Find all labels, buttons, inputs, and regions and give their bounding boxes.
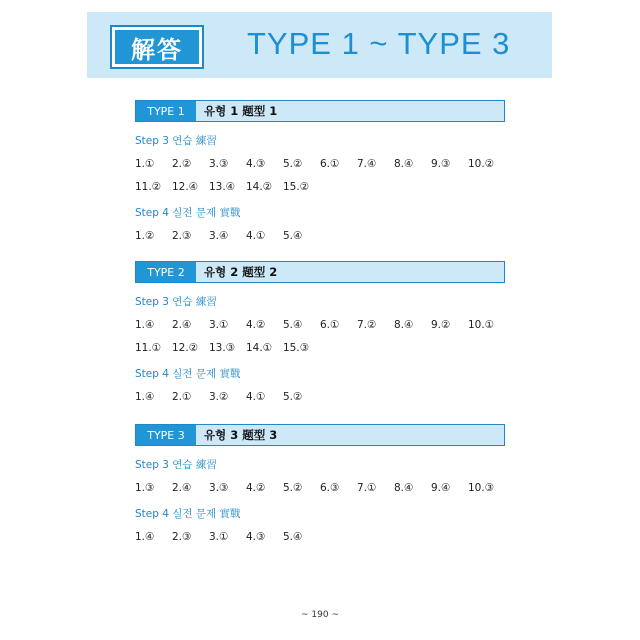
answer-row — [135, 481, 505, 495]
answer-item: 1.③ — [135, 482, 155, 494]
answer-item: 13.④ — [209, 181, 236, 193]
answer-item: 1.① — [135, 158, 155, 170]
answer-item: 2.③ — [172, 230, 192, 242]
section-title: 유형 1 题型 1 — [204, 104, 278, 118]
answer-row — [135, 390, 505, 404]
answer-item: 3.② — [209, 391, 229, 403]
answer-item: 2.④ — [172, 482, 192, 494]
answer-item: 7.② — [357, 319, 377, 331]
answer-item: 9.② — [431, 319, 451, 331]
section-title: 유형 3 题型 3 — [204, 428, 278, 442]
answer-item: 2.② — [172, 158, 192, 170]
answer-item: 4.① — [246, 391, 266, 403]
answer-item: 10.③ — [468, 482, 495, 494]
type-tag: TYPE 2 — [136, 262, 196, 282]
answer-item: 6.① — [320, 319, 340, 331]
answer-item: 4.② — [246, 482, 266, 494]
answer-item: 2.③ — [172, 531, 192, 543]
answer-item: 5.④ — [283, 230, 303, 242]
answer-item: 5.② — [283, 158, 303, 170]
answer-item: 3.① — [209, 319, 229, 331]
answer-row — [135, 318, 505, 332]
answer-item: 2.① — [172, 391, 192, 403]
step3-label: Step 3 연습 練習 — [135, 135, 217, 147]
type-tag: TYPE 1 — [136, 101, 196, 121]
answer-item: 8.④ — [394, 319, 414, 331]
section-title: 유형 2 题型 2 — [204, 265, 278, 279]
answer-item: 4.② — [246, 319, 266, 331]
type-tag: TYPE 3 — [136, 425, 196, 445]
answer-item: 3.① — [209, 531, 229, 543]
header-banner — [87, 12, 552, 78]
page-number: ~ 190 ~ — [301, 610, 339, 620]
answer-row — [135, 180, 505, 194]
answer-item: 15.③ — [283, 342, 310, 354]
answer-item: 1.④ — [135, 319, 155, 331]
section-header — [135, 100, 505, 122]
answer-item: 1.④ — [135, 391, 155, 403]
answer-item: 5.④ — [283, 319, 303, 331]
page-title: TYPE 1 ~ TYPE 3 — [247, 26, 511, 61]
answer-row — [135, 229, 505, 243]
answer-item: 2.④ — [172, 319, 192, 331]
step4-label: Step 4 실전 문제 實戰 — [135, 207, 241, 219]
section-header — [135, 261, 505, 283]
answer-item: 13.③ — [209, 342, 236, 354]
answer-row — [135, 341, 505, 355]
answer-item: 6.③ — [320, 482, 340, 494]
answer-item: 14.② — [246, 181, 273, 193]
answer-item: 7.④ — [357, 158, 377, 170]
answer-item: 11.① — [135, 342, 162, 354]
answer-item: 12.④ — [172, 181, 199, 193]
answer-item: 3.③ — [209, 482, 229, 494]
answer-item: 9.④ — [431, 482, 451, 494]
answer-item: 3.③ — [209, 158, 229, 170]
answer-item: 8.④ — [394, 482, 414, 494]
step3-label: Step 3 연습 練習 — [135, 459, 217, 471]
answer-item: 8.④ — [394, 158, 414, 170]
answer-item: 4.③ — [246, 158, 266, 170]
section-type-1 — [135, 100, 505, 243]
answer-item: 10.① — [468, 319, 495, 331]
answer-item: 7.① — [357, 482, 377, 494]
step3-label: Step 3 연습 練習 — [135, 296, 217, 308]
step4-label: Step 4 실전 문제 實戰 — [135, 368, 241, 380]
step4-label: Step 4 실전 문제 實戰 — [135, 508, 241, 520]
answer-badge: 解答 — [112, 27, 202, 67]
answer-item: 14.① — [246, 342, 273, 354]
answer-item: 1.② — [135, 230, 155, 242]
section-type-2 — [135, 261, 505, 404]
answer-item: 5.② — [283, 391, 303, 403]
answer-item: 12.② — [172, 342, 199, 354]
answer-item: 9.③ — [431, 158, 451, 170]
answer-item: 3.④ — [209, 230, 229, 242]
answer-item: 5.④ — [283, 531, 303, 543]
answer-row — [135, 530, 505, 544]
answer-item: 11.② — [135, 181, 162, 193]
answer-item: 6.① — [320, 158, 340, 170]
answer-item: 4.① — [246, 230, 266, 242]
answer-item: 4.③ — [246, 531, 266, 543]
section-header — [135, 424, 505, 446]
section-type-3 — [135, 424, 505, 544]
answer-item: 5.② — [283, 482, 303, 494]
answer-row — [135, 157, 505, 171]
answer-item: 1.④ — [135, 531, 155, 543]
answer-item: 10.② — [468, 158, 495, 170]
answer-item: 15.② — [283, 181, 310, 193]
